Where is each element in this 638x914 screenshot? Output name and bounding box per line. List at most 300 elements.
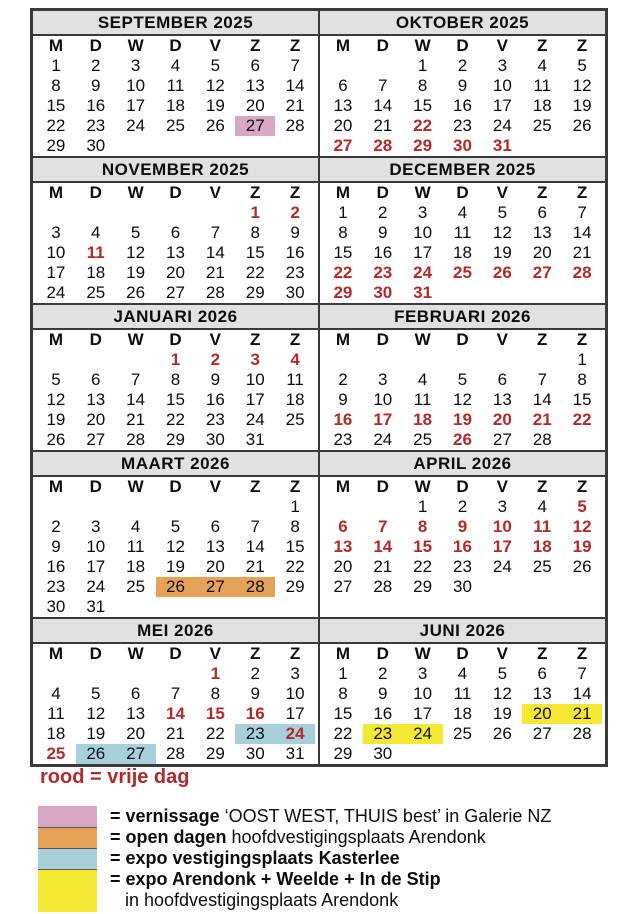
- date-cell: 24: [492, 116, 512, 135]
- date-cell: 18: [86, 263, 106, 282]
- legend-item-open-dagen-bold: = open dagen: [110, 827, 227, 847]
- date-cell: 6: [170, 223, 181, 242]
- date-cell: 20: [166, 263, 185, 282]
- date-cell: 4: [290, 350, 300, 369]
- empty-cell: [235, 497, 275, 517]
- date-cell: 15: [46, 96, 66, 115]
- weekday-header: W: [127, 183, 144, 202]
- date-cell: 21: [572, 243, 592, 262]
- empty-cell: [116, 203, 156, 223]
- date-cell: 23: [363, 724, 403, 744]
- date-cell: 9: [250, 684, 260, 703]
- date-cell: 25: [46, 744, 66, 763]
- date-cell: 7: [210, 223, 221, 242]
- month-oktober-2025: [319, 10, 606, 157]
- empty-cell: [156, 497, 196, 517]
- month-title: MEI 2026: [33, 619, 318, 644]
- date-cell: 20: [245, 96, 265, 115]
- date-cell: 8: [250, 223, 260, 242]
- date-cell: 30: [373, 744, 393, 763]
- weekday-header: Z: [576, 183, 588, 202]
- date-cell: 12: [205, 76, 225, 95]
- date-cell: 23: [235, 724, 275, 744]
- date-cell: 4: [170, 56, 181, 75]
- date-cell: 9: [378, 223, 388, 242]
- date-cell: 7: [250, 517, 260, 536]
- date-cell: 22: [333, 263, 353, 282]
- weekday-header: W: [127, 477, 144, 496]
- orange-swatch: [38, 827, 97, 848]
- date-cell: 10: [413, 223, 433, 242]
- date-cell: 2: [457, 56, 468, 75]
- date-cell: 28: [373, 136, 393, 155]
- date-cell: 10: [126, 76, 146, 95]
- weekday-header: Z: [289, 183, 301, 202]
- date-cell: 25: [166, 116, 185, 135]
- date-cell: 31: [285, 744, 305, 763]
- date-cell: 9: [378, 684, 388, 703]
- date-cell: 10: [413, 684, 433, 703]
- weekday-header: D: [376, 644, 389, 663]
- date-cell: 16: [333, 410, 353, 429]
- date-cell: 25: [413, 430, 433, 449]
- date-cell: 26: [492, 263, 512, 282]
- date-cell: 25: [453, 263, 472, 282]
- weekday-header: M: [335, 330, 350, 349]
- date-cell: 30: [86, 136, 106, 155]
- date-cell: 30: [453, 577, 472, 596]
- date-cell: 3: [51, 223, 61, 242]
- month-grid: [33, 36, 318, 156]
- month-september-2025: [32, 10, 319, 157]
- date-cell: 25: [285, 410, 305, 429]
- date-cell: 13: [166, 243, 185, 262]
- date-cell: 4: [537, 56, 547, 75]
- date-cell: 6: [338, 76, 348, 95]
- date-cell: 9: [290, 223, 300, 242]
- date-cell: 6: [91, 370, 101, 389]
- date-cell: 13: [333, 96, 353, 115]
- date-cell: 24: [126, 116, 146, 135]
- date-cell: 8: [51, 76, 61, 95]
- weekday-header: M: [335, 183, 350, 202]
- date-cell: 16: [373, 243, 393, 262]
- date-cell: 29: [285, 577, 305, 596]
- date-cell: 21: [126, 410, 146, 429]
- weekday-header: M: [48, 183, 63, 202]
- empty-cell: [156, 203, 196, 223]
- date-cell: 8: [338, 223, 348, 242]
- date-cell: 11: [126, 537, 145, 556]
- legend-title: rood = vrije dag: [40, 766, 190, 788]
- date-cell: 30: [205, 430, 225, 449]
- date-cell: 26: [492, 724, 512, 743]
- date-cell: 23: [453, 557, 472, 576]
- date-cell: 12: [86, 704, 106, 723]
- date-cell: 17: [86, 557, 106, 576]
- weekday-header: W: [414, 644, 431, 663]
- weekday-header: V: [209, 36, 222, 55]
- date-cell: 17: [126, 96, 146, 115]
- legend-item-vernissage-bold: = vernissage: [110, 806, 220, 826]
- date-cell: 29: [46, 136, 66, 155]
- date-cell: 30: [373, 283, 393, 302]
- weekday-header: V: [496, 644, 509, 663]
- weekday-header: M: [48, 36, 63, 55]
- date-cell: 29: [413, 136, 433, 155]
- month-grid: [33, 330, 318, 450]
- date-cell: 6: [537, 664, 547, 683]
- date-cell: 2: [91, 56, 101, 75]
- date-cell: 7: [577, 664, 587, 683]
- weekday-header: Z: [537, 330, 548, 349]
- date-cell: 13: [532, 684, 552, 703]
- month-grid: [33, 644, 318, 764]
- date-cell: 19: [572, 537, 592, 556]
- date-cell: 15: [413, 537, 433, 556]
- date-cell: 3: [290, 664, 300, 683]
- date-cell: 4: [91, 223, 101, 242]
- date-cell: 10: [285, 684, 305, 703]
- weekday-header: V: [496, 183, 509, 202]
- date-cell: 21: [373, 557, 393, 576]
- weekday-header: M: [48, 477, 63, 496]
- date-cell: 24: [403, 724, 443, 744]
- date-cell: 13: [492, 390, 512, 409]
- weekday-header: M: [335, 477, 350, 496]
- legend-item-expo-kasterlee-bold: = expo vestigingsplaats Kasterlee: [110, 848, 400, 868]
- empty-cell: [36, 350, 76, 370]
- date-cell: 19: [492, 704, 512, 723]
- date-cell: 5: [497, 203, 508, 222]
- date-cell: 15: [333, 243, 353, 262]
- weekday-header: M: [335, 36, 350, 55]
- date-cell: 18: [413, 410, 433, 429]
- date-cell: 15: [333, 704, 353, 723]
- date-cell: 23: [333, 430, 353, 449]
- date-cell: 13: [532, 223, 552, 242]
- date-cell: 3: [497, 497, 508, 516]
- date-cell: 24: [86, 577, 106, 596]
- weekday-header: W: [414, 183, 431, 202]
- weekday-header: D: [89, 36, 102, 55]
- date-cell: 25: [532, 116, 552, 135]
- date-cell: 30: [453, 136, 472, 155]
- date-cell: 6: [210, 517, 221, 536]
- date-cell: 12: [572, 76, 592, 95]
- legend: [38, 806, 551, 912]
- date-cell: 28: [166, 744, 185, 763]
- date-cell: 10: [46, 243, 66, 262]
- weekday-header: D: [376, 330, 389, 349]
- date-cell: 11: [413, 390, 432, 409]
- date-cell: 7: [130, 370, 141, 389]
- date-cell: 7: [170, 684, 181, 703]
- date-cell: 19: [166, 557, 185, 576]
- date-cell: 19: [46, 410, 66, 429]
- date-cell: 30: [285, 283, 305, 302]
- date-cell: 2: [250, 664, 260, 683]
- date-cell: 20: [333, 557, 353, 576]
- date-cell: 23: [453, 116, 472, 135]
- date-cell: 7: [537, 370, 547, 389]
- date-cell: 20: [492, 410, 512, 429]
- date-cell: 20: [126, 724, 146, 743]
- month-februari-2026: [319, 304, 606, 451]
- date-cell: 15: [245, 243, 265, 262]
- date-cell: 20: [532, 243, 552, 262]
- date-cell: 5: [170, 517, 181, 536]
- date-cell: 12: [166, 537, 185, 556]
- date-cell: 7: [577, 203, 587, 222]
- date-cell: 27: [116, 744, 156, 764]
- date-cell: 18: [285, 390, 305, 409]
- date-cell: 24: [275, 724, 315, 744]
- date-cell: 2: [338, 370, 348, 389]
- month-title: FEBRUARI 2026: [320, 305, 605, 330]
- month-november-2025: [32, 157, 319, 304]
- date-cell: 8: [170, 370, 181, 389]
- date-cell: 12: [126, 243, 146, 262]
- date-cell: 22: [333, 724, 353, 743]
- month-mei-2026: [32, 618, 319, 765]
- date-cell: 6: [537, 203, 547, 222]
- month-maart-2026: [32, 451, 319, 618]
- date-cell: 8: [290, 517, 300, 536]
- weekday-header: Z: [537, 36, 548, 55]
- date-cell: 21: [373, 116, 393, 135]
- date-cell: 27: [532, 263, 552, 282]
- date-cell: 5: [577, 497, 587, 516]
- date-cell: 1: [250, 203, 260, 222]
- empty-cell: [522, 350, 562, 370]
- date-cell: 2: [457, 497, 468, 516]
- date-cell: 5: [577, 56, 587, 75]
- date-cell: 31: [492, 136, 512, 155]
- month-title: JUNI 2026: [320, 619, 605, 644]
- date-cell: 3: [91, 517, 101, 536]
- empty-cell: [76, 497, 116, 517]
- legend-item-open-dagen-text: hoofdvestigingsplaats Arendonk: [226, 827, 486, 847]
- date-cell: 31: [245, 430, 265, 449]
- date-cell: 3: [417, 203, 428, 222]
- date-cell: 6: [250, 56, 260, 75]
- month-januari-2026: [32, 304, 319, 451]
- month-april-2026: [319, 451, 606, 618]
- date-cell: 5: [91, 684, 101, 703]
- date-cell: 16: [245, 704, 265, 723]
- date-cell: 25: [86, 283, 106, 302]
- date-cell: 3: [130, 56, 141, 75]
- weekday-header: V: [496, 36, 509, 55]
- date-cell: 20: [333, 116, 353, 135]
- weekday-header: Z: [576, 36, 588, 55]
- date-cell: 21: [562, 704, 602, 724]
- date-cell: 17: [492, 96, 512, 115]
- date-cell: 23: [285, 263, 305, 282]
- date-cell: 30: [245, 744, 265, 763]
- date-cell: 7: [290, 56, 300, 75]
- date-cell: 22: [572, 410, 592, 429]
- date-cell: 21: [245, 557, 265, 576]
- empty-cell: [76, 350, 116, 370]
- weekday-header: V: [209, 477, 222, 496]
- weekday-header: V: [209, 330, 222, 349]
- date-cell: 16: [46, 557, 66, 576]
- date-cell: 5: [130, 223, 141, 242]
- date-cell: 31: [86, 597, 106, 616]
- month-grid: [320, 477, 605, 597]
- weekday-header: D: [169, 644, 182, 663]
- date-cell: 14: [285, 76, 305, 95]
- weekday-header: Z: [250, 36, 261, 55]
- empty-cell: [323, 350, 363, 370]
- date-cell: 4: [457, 664, 468, 683]
- empty-cell: [76, 664, 116, 684]
- date-cell: 13: [333, 537, 353, 556]
- date-cell: 15: [413, 96, 433, 115]
- date-cell: 14: [166, 704, 185, 723]
- date-cell: 18: [532, 96, 552, 115]
- empty-cell: [76, 203, 116, 223]
- weekday-header: D: [456, 183, 469, 202]
- date-cell: 1: [577, 350, 587, 369]
- date-cell: 1: [338, 203, 348, 222]
- date-cell: 22: [166, 410, 185, 429]
- weekday-header: D: [456, 644, 469, 663]
- weekday-header: Z: [250, 644, 261, 663]
- date-cell: 22: [205, 724, 225, 743]
- date-cell: 29: [205, 744, 225, 763]
- weekday-header: D: [169, 330, 182, 349]
- month-title: JANUARI 2026: [33, 305, 318, 330]
- date-cell: 19: [453, 410, 472, 429]
- date-cell: 24: [413, 263, 433, 282]
- date-cell: 14: [532, 390, 552, 409]
- weekday-header: D: [376, 36, 389, 55]
- date-cell: 12: [492, 223, 512, 242]
- blue-swatch: [38, 848, 97, 869]
- weekday-header: Z: [289, 330, 301, 349]
- empty-cell: [323, 56, 363, 76]
- weekday-header: D: [169, 477, 182, 496]
- empty-cell: [36, 497, 76, 517]
- weekday-header: W: [127, 330, 144, 349]
- date-cell: 15: [285, 537, 305, 556]
- date-cell: 11: [286, 370, 304, 389]
- weekday-header: Z: [250, 330, 261, 349]
- date-cell: 18: [453, 243, 472, 262]
- weekday-header: D: [169, 36, 182, 55]
- date-cell: 22: [245, 263, 265, 282]
- date-cell: 12: [453, 390, 472, 409]
- legend-item-vernissage: [110, 806, 551, 827]
- date-cell: 28: [235, 577, 275, 597]
- date-cell: 10: [492, 517, 512, 536]
- empty-cell: [482, 350, 522, 370]
- date-cell: 15: [166, 390, 185, 409]
- empty-cell: [36, 203, 76, 223]
- date-cell: 10: [492, 76, 512, 95]
- date-cell: 26: [46, 430, 66, 449]
- empty-cell: [403, 350, 443, 370]
- date-cell: 11: [166, 76, 185, 95]
- date-cell: 17: [285, 704, 305, 723]
- date-cell: 19: [126, 263, 146, 282]
- date-cell: 14: [572, 684, 592, 703]
- legend-item-vernissage-text: ‘OOST WEST, THUIS best’ in Galerie NZ: [219, 806, 552, 826]
- date-cell: 27: [86, 430, 106, 449]
- date-cell: 26: [76, 744, 116, 764]
- date-cell: 27: [235, 116, 275, 136]
- weekday-header: Z: [289, 36, 301, 55]
- date-cell: 16: [205, 390, 225, 409]
- date-cell: 16: [453, 537, 472, 556]
- weekday-header: M: [48, 330, 63, 349]
- weekday-header: Z: [537, 183, 548, 202]
- pink-swatch: [38, 806, 97, 827]
- date-cell: 14: [245, 537, 265, 556]
- date-cell: 16: [373, 704, 393, 723]
- legend-item-expo-arendonk-line2: in hoofdvestigingsplaats Arendonk: [125, 890, 399, 910]
- date-cell: 27: [333, 577, 353, 596]
- month-grid: [33, 183, 318, 303]
- date-cell: 29: [413, 577, 433, 596]
- date-cell: 29: [245, 283, 265, 302]
- date-cell: 2: [378, 203, 388, 222]
- empty-cell: [363, 56, 403, 76]
- date-cell: 6: [130, 684, 141, 703]
- date-cell: 18: [453, 704, 472, 723]
- date-cell: 24: [46, 283, 66, 302]
- date-cell: 14: [126, 390, 146, 409]
- date-cell: 17: [245, 390, 265, 409]
- date-cell: 2: [51, 517, 61, 536]
- weekday-header: D: [376, 477, 389, 496]
- date-cell: 21: [205, 263, 225, 282]
- date-cell: 19: [86, 724, 106, 743]
- weekday-header: D: [89, 644, 102, 663]
- date-cell: 25: [453, 724, 472, 743]
- date-cell: 9: [338, 390, 348, 409]
- legend-item-open-dagen: [110, 827, 551, 848]
- date-cell: 7: [378, 517, 388, 536]
- date-cell: 15: [572, 390, 592, 409]
- date-cell: 28: [373, 577, 393, 596]
- date-cell: 29: [333, 744, 353, 763]
- date-cell: 21: [285, 96, 305, 115]
- date-cell: 14: [572, 223, 592, 242]
- date-cell: 4: [130, 517, 141, 536]
- date-cell: 13: [86, 390, 106, 409]
- month-grid: [320, 330, 605, 450]
- date-cell: 1: [290, 497, 300, 516]
- date-cell: 1: [338, 664, 348, 683]
- date-cell: 5: [497, 664, 508, 683]
- date-cell: 11: [453, 223, 472, 242]
- weekday-header: Z: [576, 330, 588, 349]
- date-cell: 26: [126, 283, 146, 302]
- date-cell: 29: [333, 283, 353, 302]
- date-cell: 3: [417, 664, 428, 683]
- date-cell: 30: [46, 597, 66, 616]
- date-cell: 22: [413, 557, 433, 576]
- date-cell: 22: [46, 116, 66, 135]
- date-cell: 19: [205, 96, 225, 115]
- date-cell: 9: [91, 76, 101, 95]
- empty-cell: [195, 497, 235, 517]
- date-cell: 20: [86, 410, 106, 429]
